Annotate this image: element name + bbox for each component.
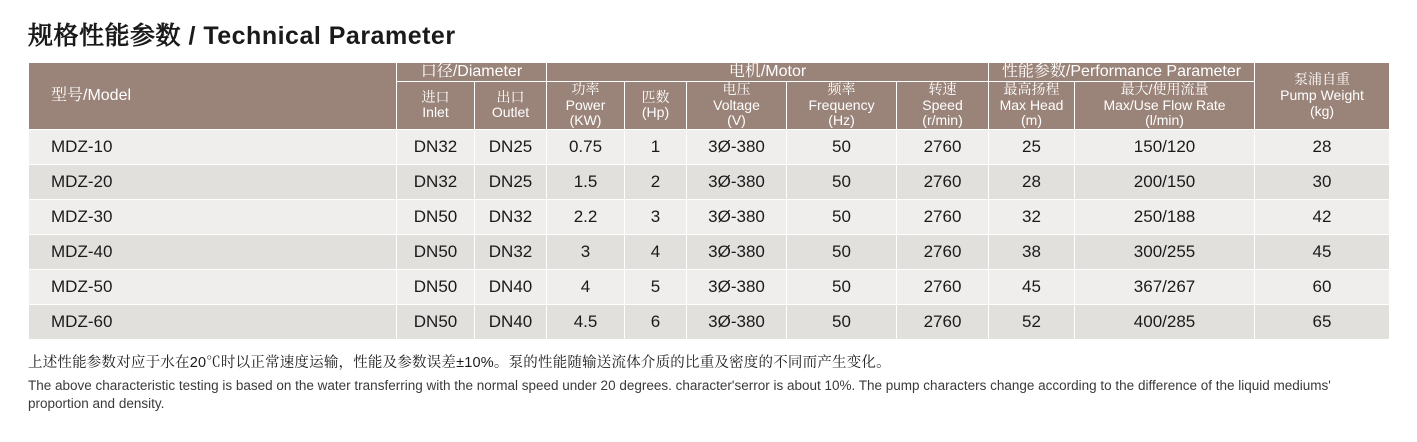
cell-hp: 6 [625, 304, 687, 339]
cell-max-head: 45 [989, 269, 1075, 304]
column-header-outlet-en: Outlet [491, 104, 530, 121]
cell-max-head: 52 [989, 304, 1075, 339]
cell-power: 3 [547, 234, 625, 269]
table-body [29, 129, 1390, 339]
column-header-speed-unit: (r/min) [922, 112, 963, 129]
cell-model: MDZ-30 [29, 199, 397, 234]
cell-frequency: 50 [787, 234, 897, 269]
cell-model: MDZ-10 [29, 129, 397, 164]
cell-max-head: 28 [989, 164, 1075, 199]
cell-hp: 4 [625, 234, 687, 269]
cell-power: 2.2 [547, 199, 625, 234]
column-header-power [547, 81, 625, 129]
cell-inlet: DN50 [397, 234, 475, 269]
table-head [29, 63, 1390, 130]
column-header-max-head-en: Max Head [999, 96, 1064, 113]
cell-frequency: 50 [787, 129, 897, 164]
cell-outlet: DN32 [475, 199, 547, 234]
column-header-inlet [397, 81, 475, 129]
cell-frequency: 50 [787, 269, 897, 304]
column-header-outlet [475, 81, 547, 129]
cell-model: MDZ-50 [29, 269, 397, 304]
column-header-pump-weight-cn: 泵浦自重 [1294, 71, 1351, 88]
column-header-voltage-cn: 电压 [722, 80, 751, 97]
column-group-performance: 性能参数/Performance Parameter [989, 63, 1255, 82]
table-row [29, 269, 1390, 304]
cell-outlet: DN32 [475, 234, 547, 269]
table-row [29, 199, 1390, 234]
cell-weight: 45 [1255, 234, 1390, 269]
column-header-frequency-unit: (Hz) [828, 112, 855, 129]
column-header-inlet-en: Inlet [422, 104, 449, 121]
cell-voltage: 3Ø-380 [687, 129, 787, 164]
cell-weight: 65 [1255, 304, 1390, 339]
cell-model: MDZ-40 [29, 234, 397, 269]
cell-outlet: DN25 [475, 164, 547, 199]
cell-flow-rate: 150/120 [1075, 129, 1255, 164]
cell-hp: 3 [625, 199, 687, 234]
cell-model: MDZ-20 [29, 164, 397, 199]
cell-power: 4.5 [547, 304, 625, 339]
cell-inlet: DN50 [397, 304, 475, 339]
cell-flow-rate: 300/255 [1075, 234, 1255, 269]
cell-frequency: 50 [787, 199, 897, 234]
column-header-flow-rate-cn: 最大/使用流量 [1120, 80, 1209, 97]
column-group-diameter: 口径/Diameter [397, 63, 547, 82]
cell-max-head: 32 [989, 199, 1075, 234]
cell-inlet: DN32 [397, 164, 475, 199]
column-header-outlet-cn: 出口 [496, 88, 525, 105]
note-chinese: 上述性能参数对应于水在20℃时以正常速度运输，性能及参数误差±10%。泵的性能随输送流体介质的比重及密度的不同而产生变化。 [28, 354, 891, 371]
cell-speed: 2760 [897, 269, 989, 304]
cell-voltage: 3Ø-380 [687, 234, 787, 269]
table-header-group-row [29, 63, 1390, 82]
cell-power: 4 [547, 269, 625, 304]
cell-flow-rate: 367/267 [1075, 269, 1255, 304]
cell-max-head: 38 [989, 234, 1075, 269]
column-header-voltage-en: Voltage [713, 96, 760, 113]
column-header-pump-weight [1255, 63, 1390, 130]
cell-speed: 2760 [897, 129, 989, 164]
column-header-max-head-cn: 最高扬程 [1003, 80, 1060, 97]
column-header-model: 型号/Model [29, 63, 397, 130]
notes-section [28, 340, 1389, 413]
cell-speed: 2760 [897, 234, 989, 269]
column-header-speed-en: Speed [922, 96, 963, 113]
cell-inlet: DN32 [397, 129, 475, 164]
column-header-frequency-en: Frequency [808, 96, 875, 113]
cell-inlet: DN50 [397, 269, 475, 304]
cell-flow-rate: 400/285 [1075, 304, 1255, 339]
column-header-inlet-cn: 进口 [421, 88, 450, 105]
technical-parameter-table [28, 62, 1390, 340]
cell-voltage: 3Ø-380 [687, 304, 787, 339]
table-row [29, 129, 1390, 164]
cell-max-head: 25 [989, 129, 1075, 164]
cell-outlet: DN40 [475, 304, 547, 339]
column-header-frequency-cn: 频率 [827, 80, 856, 97]
cell-hp: 5 [625, 269, 687, 304]
column-header-power-unit: (KW) [569, 112, 602, 129]
cell-outlet: DN40 [475, 269, 547, 304]
column-group-motor: 电机/Motor [547, 63, 989, 82]
cell-inlet: DN50 [397, 199, 475, 234]
cell-weight: 30 [1255, 164, 1390, 199]
column-header-voltage [687, 81, 787, 129]
cell-hp: 1 [625, 129, 687, 164]
cell-weight: 42 [1255, 199, 1390, 234]
cell-speed: 2760 [897, 164, 989, 199]
cell-power: 0.75 [547, 129, 625, 164]
cell-weight: 28 [1255, 129, 1390, 164]
column-header-power-cn: 功率 [571, 80, 600, 97]
column-header-max-head [989, 81, 1075, 129]
column-header-hp [625, 81, 687, 129]
column-header-hp-cn: 匹数 [641, 88, 670, 105]
cell-weight: 60 [1255, 269, 1390, 304]
column-header-speed [897, 81, 989, 129]
cell-speed: 2760 [897, 199, 989, 234]
cell-flow-rate: 250/188 [1075, 199, 1255, 234]
column-header-flow-rate-en: Max/Use Flow Rate [1103, 96, 1226, 113]
column-header-pump-weight-unit: (kg) [1309, 102, 1335, 119]
table-row [29, 304, 1390, 339]
column-header-speed-cn: 转速 [928, 80, 957, 97]
column-header-power-en: Power [565, 96, 606, 113]
table-row [29, 234, 1390, 269]
column-header-pump-weight-en: Pump Weight [1280, 87, 1364, 104]
cell-model: MDZ-60 [29, 304, 397, 339]
cell-frequency: 50 [787, 304, 897, 339]
column-header-voltage-unit: (V) [727, 112, 746, 129]
column-header-flow-rate-unit: (l/min) [1145, 112, 1184, 129]
cell-frequency: 50 [787, 164, 897, 199]
column-header-max-head-unit: (m) [1021, 112, 1043, 129]
page-title: 规格性能参数 / Technical Parameter [28, 22, 456, 50]
cell-flow-rate: 200/150 [1075, 164, 1255, 199]
cell-power: 1.5 [547, 164, 625, 199]
note-english: The above characteristic testing is based on the water transferring with the normal speed under 20 degrees. character'serror is about 10%. The pump characters change according to the difference of the liquid mediums' proportion and density. [28, 378, 1331, 412]
cell-voltage: 3Ø-380 [687, 164, 787, 199]
cell-hp: 2 [625, 164, 687, 199]
column-header-frequency [787, 81, 897, 129]
table-row [29, 164, 1390, 199]
cell-voltage: 3Ø-380 [687, 199, 787, 234]
cell-speed: 2760 [897, 304, 989, 339]
cell-voltage: 3Ø-380 [687, 269, 787, 304]
cell-outlet: DN25 [475, 129, 547, 164]
column-header-hp-unit: (Hp) [641, 104, 670, 121]
column-header-flow-rate [1075, 81, 1255, 129]
